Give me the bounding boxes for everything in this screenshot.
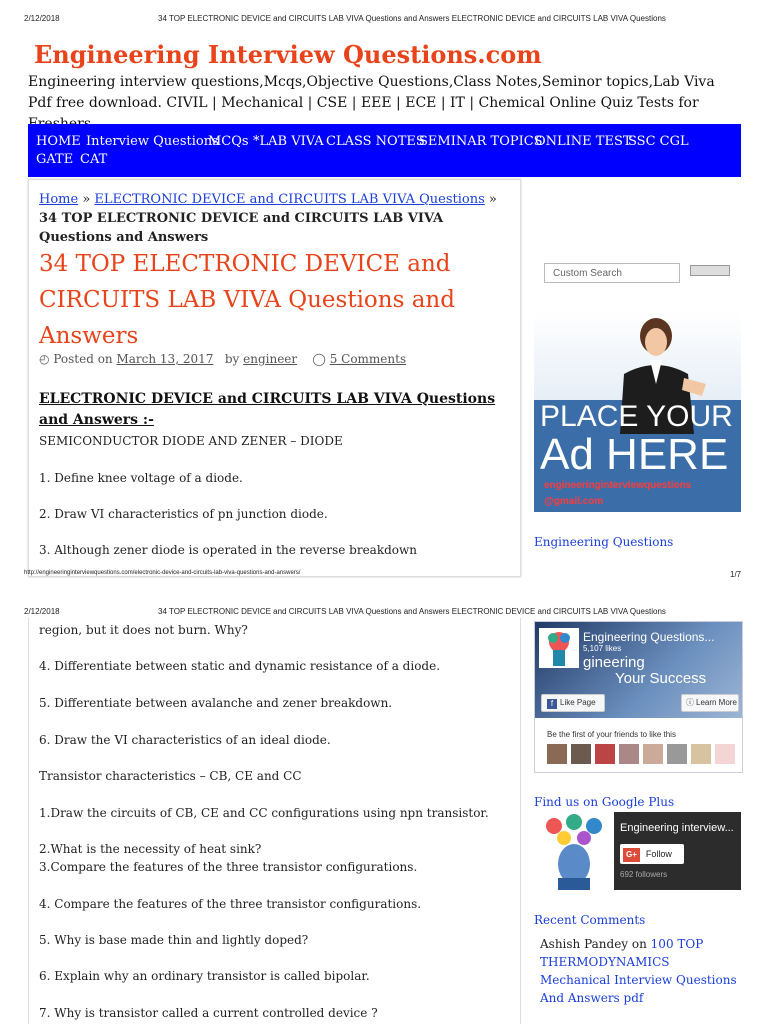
body-line: 4. Compare the features of the three transistor configurations. bbox=[39, 897, 422, 911]
site-description: Engineering interview questions,Mcqs,Objective Questions,Class Notes,Seminor topics,Lab Viva Pdf free download. CIVIL | Mechanical | CSE | EEE | ECE | IT | Chemical Online Quiz Tests for bbox=[28, 74, 715, 111]
print-date: 2/12/2018 bbox=[24, 14, 60, 23]
nav-cat[interactable]: CAT bbox=[80, 152, 108, 167]
like-page-label: Like Page bbox=[560, 698, 596, 707]
facebook-icon: f bbox=[547, 699, 557, 709]
friend-avatar bbox=[547, 744, 567, 764]
nav-gate[interactable]: GATE bbox=[36, 152, 74, 167]
google-plus-icon: G+ bbox=[623, 848, 640, 862]
ad-line-2: Ad HERE bbox=[540, 430, 729, 479]
body-line: 3. Although zener diode is operated in the reverse breakdown bbox=[39, 543, 417, 557]
body-line: 1. Define knee voltage of a diode. bbox=[39, 471, 243, 485]
nav-lab-viva[interactable]: *LAB VIVA bbox=[253, 134, 324, 149]
friend-avatar bbox=[715, 744, 735, 764]
breadcrumb-category[interactable]: ELECTRONIC DEVICE and CIRCUITS LAB VIVA Questions bbox=[94, 192, 485, 207]
print-header: 34 TOP ELECTRONIC DEVICE and CIRCUITS LAB VIVA Questions and Answers ELECTRONIC DEVICE and CIRCUITS LAB VIVA Questions bbox=[158, 14, 666, 23]
breadcrumb-separator: » bbox=[78, 192, 95, 207]
page-logo-icon bbox=[539, 628, 579, 668]
posted-on-label: Posted on bbox=[53, 352, 113, 366]
body-line: region, but it does not burn. Why? bbox=[39, 623, 248, 637]
comment-post-link[interactable]: 100 TOP THERMODYNAMICS Mechanical Interview Questions And Answers pdf bbox=[540, 937, 737, 1005]
body-line: 3.Compare the features of the three transistor configurations. bbox=[39, 860, 418, 874]
friend-avatar bbox=[691, 744, 711, 764]
body-line: 7. Why is transistor called a current controlled device ? bbox=[39, 1006, 378, 1020]
google-plus-page-name[interactable]: Engineering interview... bbox=[620, 822, 734, 834]
recent-comments-heading: Recent Comments bbox=[534, 913, 646, 927]
search-button[interactable] bbox=[690, 265, 730, 276]
comments-link[interactable]: 5 Comments bbox=[329, 352, 407, 366]
like-page-button[interactable] bbox=[541, 694, 605, 712]
print-url: http://engineeringinterviewquestions.com/electronic-device-and-circuits-lab-viva-questions-and-answers/ bbox=[24, 570, 301, 576]
facebook-slogan: gineering bbox=[583, 654, 645, 671]
facebook-slogan: Your Success bbox=[615, 670, 707, 687]
body-line: 1.Draw the circuits of CB, CE and CC configurations using npn transistor. bbox=[39, 806, 489, 820]
nav-ssc-cgl[interactable]: SSC CGL bbox=[628, 134, 689, 149]
body-line: 2. Draw VI characteristics of pn junction diode. bbox=[39, 507, 328, 521]
recent-comment bbox=[540, 935, 740, 1007]
clock-icon: ◴ bbox=[39, 352, 50, 366]
breadcrumb-separator: » bbox=[484, 192, 497, 207]
ad-email-2: @gmail.com bbox=[544, 496, 604, 507]
nav-mcqs[interactable]: MCQs bbox=[208, 134, 249, 149]
comment-icon: ◯ bbox=[312, 352, 326, 366]
facebook-friends-text: Be the first of your friends to like this bbox=[547, 730, 676, 739]
ad-email-1: engineeringinterviewquestions bbox=[544, 480, 692, 491]
body-line: SEMICONDUCTOR DIODE AND ZENER – DIODE bbox=[39, 434, 343, 448]
print-header: 34 TOP ELECTRONIC DEVICE and CIRCUITS LAB VIVA Questions and Answers ELECTRONIC DEVICE and CIRCUITS LAB VIVA Questions bbox=[158, 607, 666, 616]
by-label: by bbox=[224, 352, 240, 366]
breadcrumb-home[interactable]: Home bbox=[39, 192, 79, 207]
body-line: 2.What is the necessity of heat sink? bbox=[39, 842, 262, 856]
friend-avatar bbox=[619, 744, 639, 764]
search-input[interactable] bbox=[544, 263, 680, 283]
facebook-widget bbox=[534, 621, 743, 773]
content-box bbox=[28, 618, 521, 1024]
body-line: 4. Differentiate between static and dynamic resistance of a diode. bbox=[39, 659, 441, 673]
learn-more-label: Learn More bbox=[696, 698, 737, 707]
post-meta bbox=[39, 352, 406, 366]
engineering-questions-link[interactable]: Engineering Questions bbox=[534, 535, 674, 549]
body-line: 5. Why is base made thin and lightly doped? bbox=[39, 933, 309, 947]
facebook-banner[interactable] bbox=[535, 622, 742, 718]
body-line: 5. Differentiate between avalanche and zener breakdown. bbox=[39, 696, 393, 710]
nav-seminar-topics[interactable]: SEMINAR TOPICS bbox=[419, 134, 543, 149]
nav-class-notes[interactable]: CLASS NOTES bbox=[326, 134, 425, 149]
search-placeholder: Custom Search bbox=[553, 268, 622, 279]
follow-label: Follow bbox=[645, 849, 672, 859]
print-date: 2/12/2018 bbox=[24, 607, 60, 616]
section-heading: ELECTRONIC DEVICE and CIRCUITS LAB VIVA Questions and Answers :- bbox=[39, 391, 496, 428]
nav-interview-questions[interactable]: Interview Questions bbox=[86, 134, 219, 149]
breadcrumb bbox=[39, 190, 511, 247]
follower-count: 692 followers bbox=[620, 870, 668, 879]
follow-button[interactable] bbox=[620, 844, 684, 864]
post-author[interactable]: engineer bbox=[243, 352, 298, 366]
learn-more-button[interactable] bbox=[681, 694, 739, 712]
breadcrumb-current: 34 TOP ELECTRONIC DEVICE and CIRCUITS LAB VIVA Questions and Answers bbox=[39, 211, 444, 245]
google-plus-avatar[interactable] bbox=[534, 812, 614, 890]
facebook-page-name[interactable]: Engineering Questions... bbox=[583, 630, 715, 644]
friend-avatar bbox=[667, 744, 687, 764]
nav-online-test[interactable]: ONLINE TEST bbox=[535, 134, 632, 149]
nav-home[interactable]: HOME bbox=[36, 134, 81, 149]
site-title[interactable]: Engineering Interview Questions.com bbox=[34, 40, 542, 69]
google-plus-widget bbox=[534, 812, 741, 890]
google-plus-heading: Find us on Google Plus bbox=[534, 795, 675, 809]
print-page-number: 1/7 bbox=[730, 570, 742, 579]
friend-avatar bbox=[643, 744, 663, 764]
body-line: Transistor characteristics – CB, CE and CC bbox=[39, 769, 302, 783]
comment-author: Ashish Pandey bbox=[540, 937, 629, 951]
friend-avatar bbox=[571, 744, 591, 764]
main-nav bbox=[28, 124, 741, 177]
post-title: 34 TOP ELECTRONIC DEVICE and CIRCUITS LAB VIVA Questions and Answers bbox=[39, 251, 455, 349]
ad-line-1: PLACE YOUR bbox=[540, 400, 733, 433]
body-line: 6. Explain why an ordinary transistor is called bipolar. bbox=[39, 969, 370, 983]
post-date[interactable]: March 13, 2017 bbox=[116, 352, 214, 366]
friend-avatar bbox=[595, 744, 615, 764]
info-icon: ⓘ bbox=[686, 698, 694, 707]
ad-banner[interactable] bbox=[534, 312, 741, 512]
body-line: 6. Draw the VI characteristics of an ideal diode. bbox=[39, 733, 331, 747]
comment-on-label: on bbox=[628, 937, 651, 951]
facebook-likes: 5,107 likes bbox=[583, 644, 622, 653]
